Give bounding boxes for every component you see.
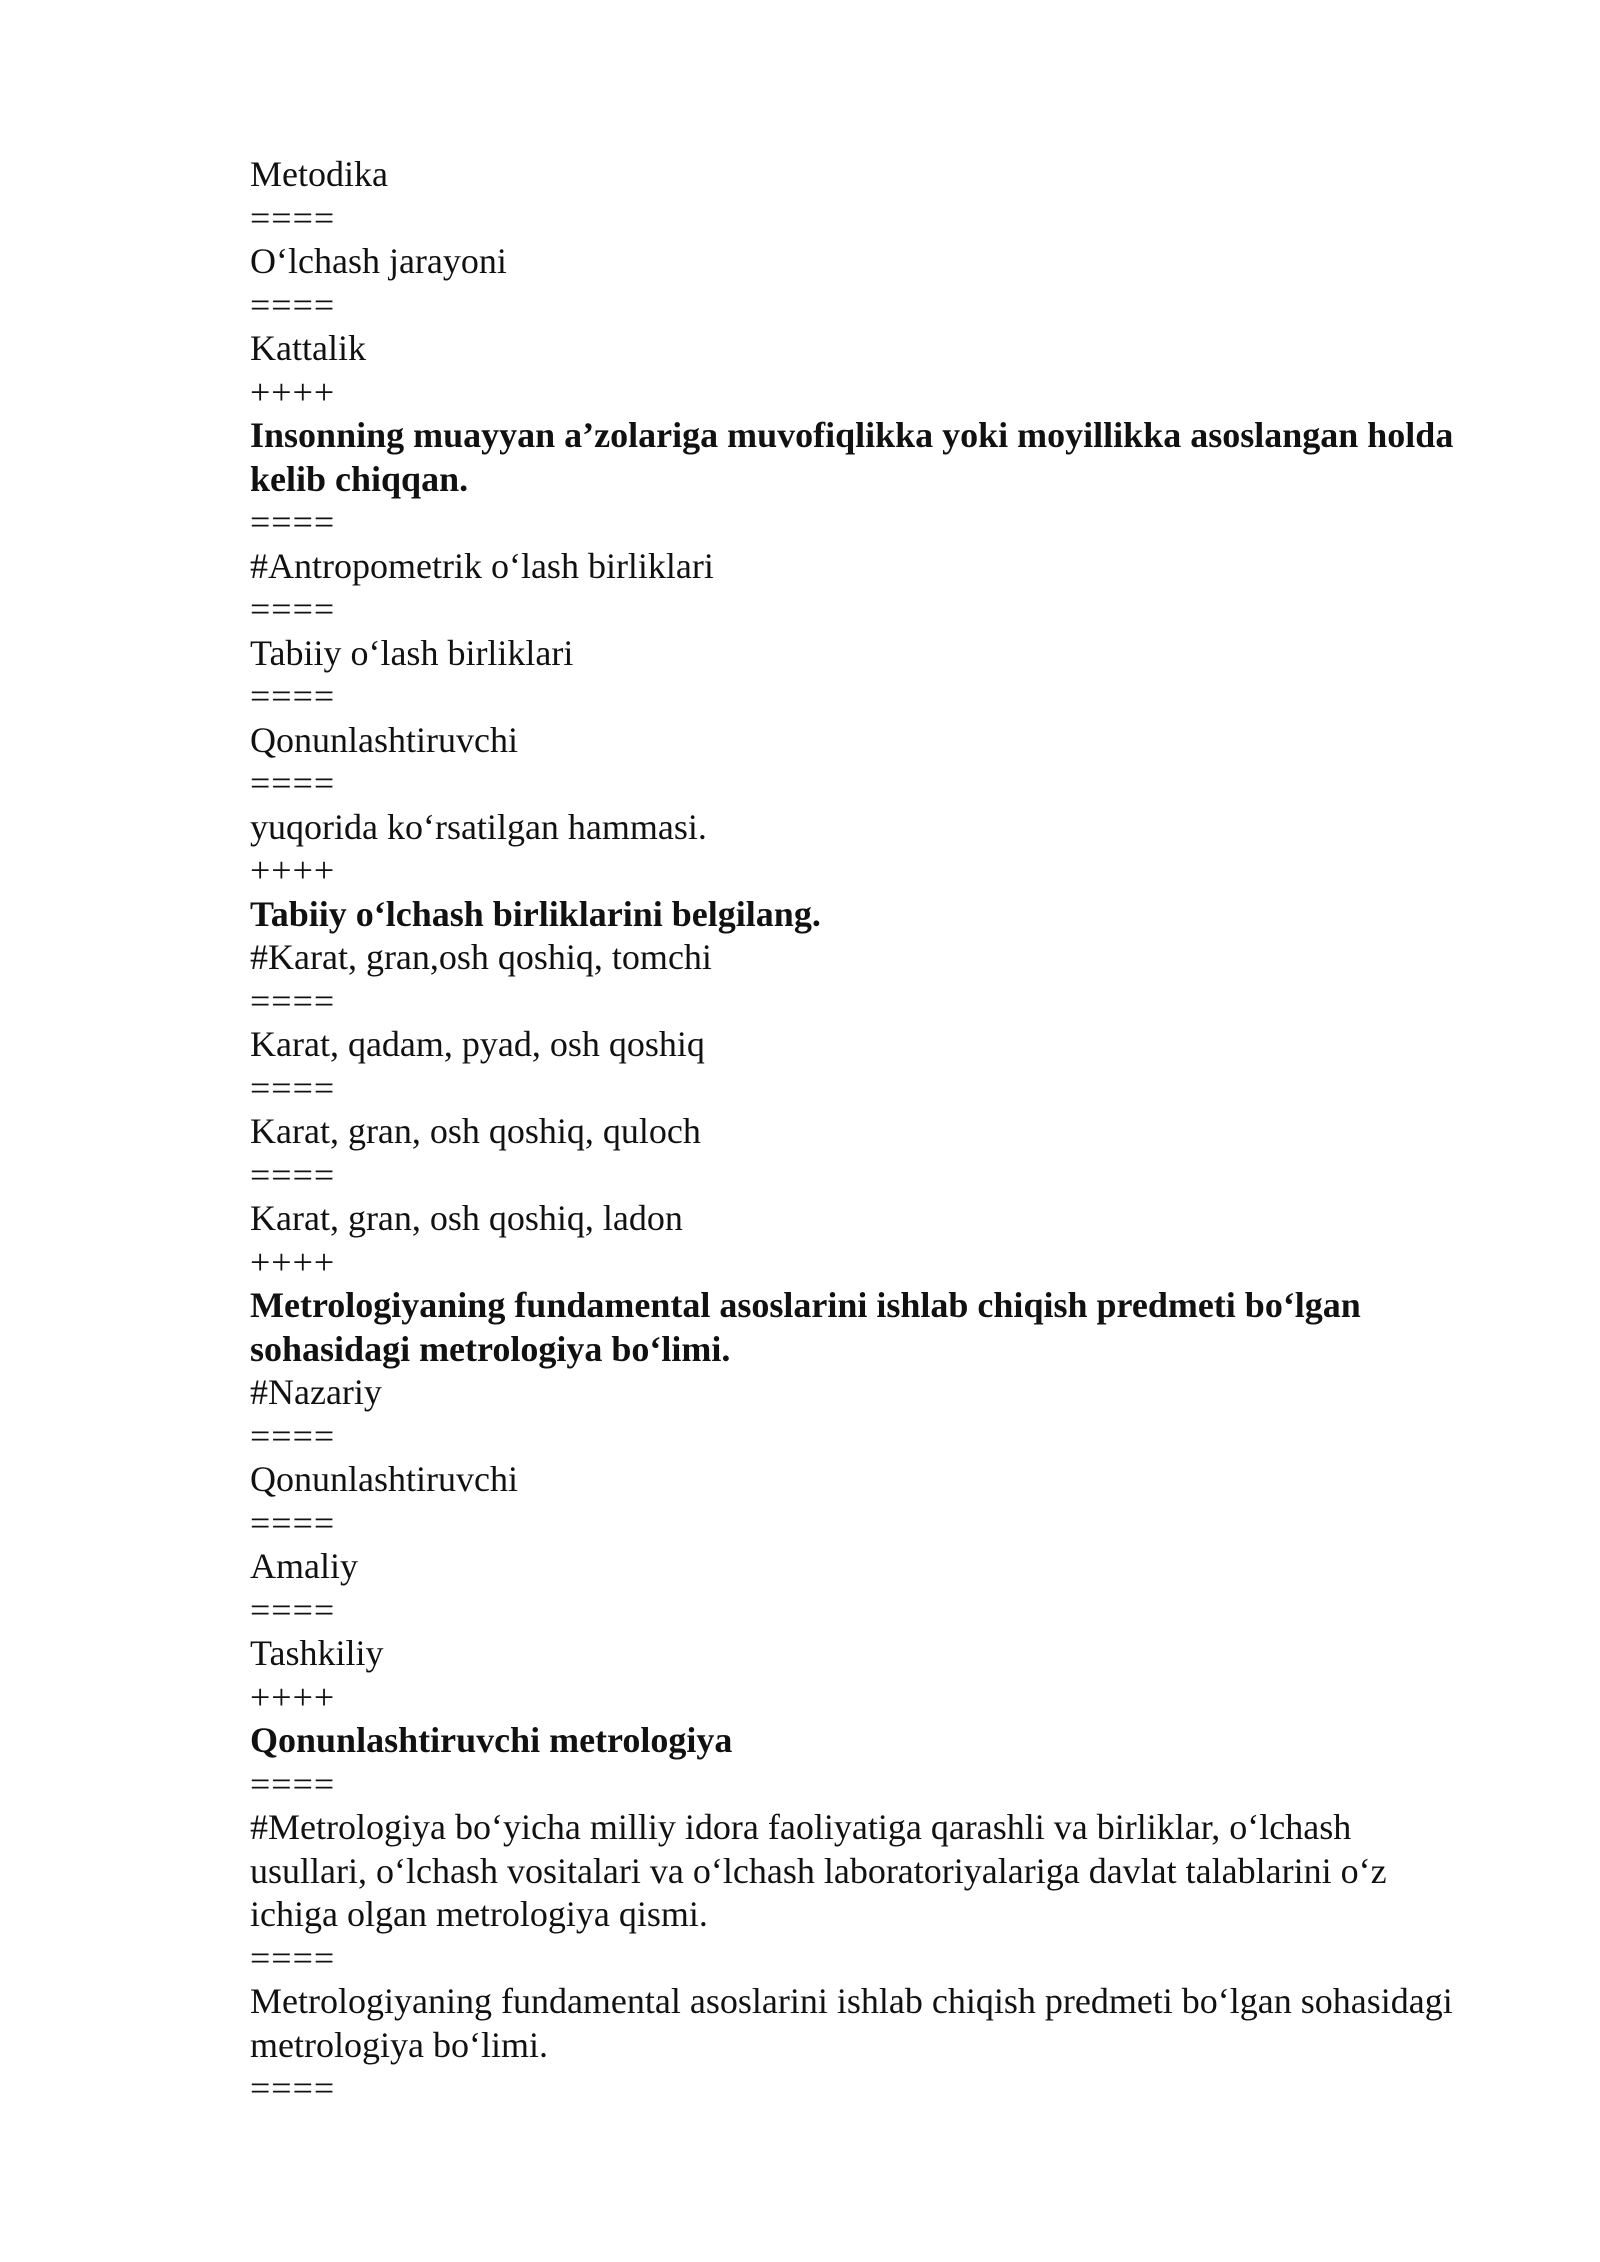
option-separator: ==== [250,197,336,238]
answer-option: Karat, gran, osh qoshiq, quloch [250,1111,701,1151]
question-separator: ++++ [250,850,336,890]
option-separator: ==== [250,1415,336,1456]
answer-option: Karat, qadam, pyad, osh qoshiq [250,1024,705,1064]
answer-option: Tashkiliy [250,1633,384,1673]
option-separator: ==== [250,1937,336,1978]
question-text: Qonunlashtiruvchi metrologiya [250,1720,733,1760]
option-separator: ==== [250,1502,336,1543]
question-separator: ++++ [250,1676,336,1717]
option-separator: ==== [250,676,336,716]
option-separator: ==== [250,1154,336,1195]
option-separator: ==== [250,763,336,803]
option-separator: ==== [250,1067,336,1108]
answer-option: Qonunlashtiruvchi [250,1459,518,1499]
answer-option: #Antropometrik o‘lash birliklari [250,545,714,586]
option-separator: ==== [250,2068,336,2108]
question-text: Metrologiyaning fundamental asoslarini ishlab chiqish predmeti bo‘lgan sohasidagi metrologiya bo‘limi. [250,1285,1370,1369]
answer-option: Tabiiy o‘lash birliklari [250,632,574,673]
answer-option: O‘lchash jarayoni [250,241,507,281]
answer-option: Metrologiyaning fundamental asoslarini ishlab chiqish predmeti bo‘lgan sohasidagi metrologiya bo‘limi. [250,1981,1462,2065]
option-separator: ==== [250,284,336,325]
question-text: Tabiiy o‘lchash birliklarini belgilang. [250,893,821,934]
option-separator: ==== [250,980,336,1021]
answer-option: Qonunlashtiruvchi [250,719,518,760]
question-separator: ++++ [250,1241,336,1282]
answer-option: #Karat, gran,osh qoshiq, tomchi [250,937,712,977]
answer-option: Amaliy [250,1546,358,1586]
document-body [250,153,1470,2111]
answer-option: Kattalik [250,328,366,368]
option-separator: ==== [250,589,336,629]
answer-option: #Metrologiya bo‘yicha milliy idora faoliyatiga qarashli va birliklar, o‘lchash usullari, o‘lchash vositalari va o‘lchash laboratoriyalariga davlat talablarini o‘z ichiga olgan metrologiya qismi. [250,1807,1396,1934]
option-separator: ==== [250,502,336,542]
answer-option: #Nazariy [250,1372,382,1412]
answer-option: yuqorida ko‘rsatilgan hammasi. [250,806,707,847]
question-text: Insonning muayyan a’zolariga muvofiqlikka yoki moyillikka asoslangan holda kelib chiqqan. [250,415,1463,499]
option-separator: ==== [250,1589,336,1630]
answer-option: Karat, gran, osh qoshiq, ladon [250,1198,683,1238]
question-separator: ++++ [250,371,336,412]
option-separator: ==== [250,1763,336,1804]
answer-option: Metodika [250,154,388,194]
